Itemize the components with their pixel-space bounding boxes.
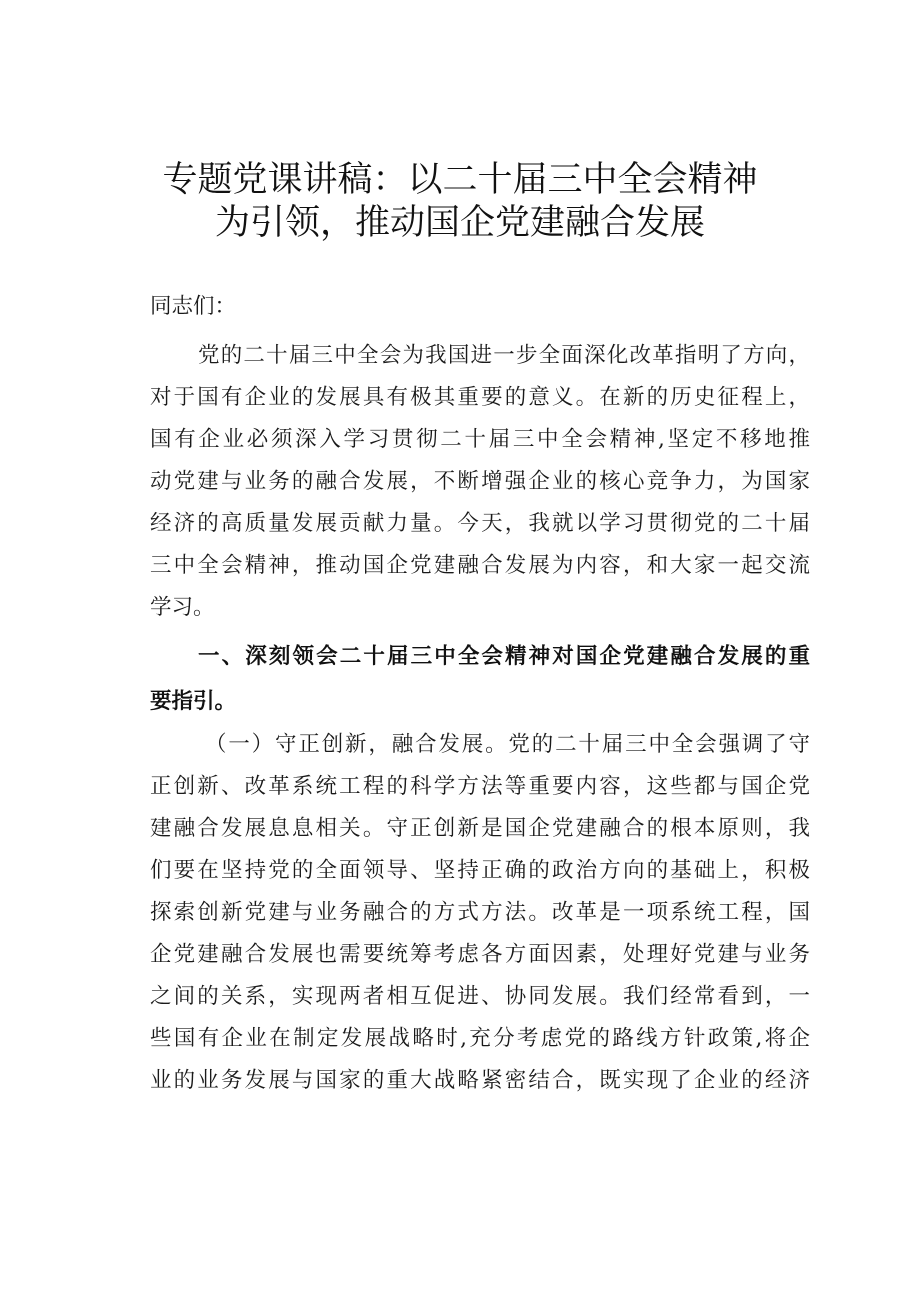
intro-line: 国有企业必须深入学习贯彻二十届三中全会精神,坚定不移地推 [150, 427, 810, 452]
subsection-line: 业的业务发展与国家的重大战略紧密结合，既实现了企业的经济 [150, 1068, 810, 1093]
section-heading-line: 要指引。 [150, 689, 237, 714]
subsection-line: 之间的关系，实现两者相互促进、协同发展。我们经常看到，一 [150, 984, 810, 1009]
intro-line: 三中全会精神，推动国企党建融合发展为内容，和大家一起交流 [150, 553, 810, 578]
intro-line: 党的二十届三中全会为我国进一步全面深化改革指明了方向， [198, 343, 810, 368]
subsection-line: 们要在坚持党的全面领导、坚持正确的政治方向的基础上，积极 [150, 858, 810, 883]
document-title-line-2: 为引领，推动国企党建融合发展 [214, 203, 705, 243]
section-heading-line: 一、深刻领会二十届三中全会精神对国企党建融合发展的重 [198, 644, 810, 669]
subsection-line: 企党建融合发展也需要统筹考虑各方面因素，处理好党建与业务 [150, 942, 810, 967]
intro-line: 经济的高质量发展贡献力量。今天，我就以学习贯彻党的二十届 [150, 511, 810, 536]
salutation: 同志们： [150, 294, 237, 319]
intro-line: 动党建与业务的融合发展，不断增强企业的核心竞争力，为国家 [150, 469, 810, 494]
subsection-line: 正创新、改革系统工程的科学方法等重要内容，这些都与国企党 [150, 774, 810, 799]
subsection-line: 建融合发展息息相关。守正创新是国企党建融合的根本原则，我 [150, 816, 810, 841]
intro-line: 对于国有企业的发展具有极其重要的意义。在新的历史征程上， [150, 385, 810, 410]
subsection-line: 些国有企业在制定发展战略时,充分考虑党的路线方针政策,将企 [150, 1026, 810, 1051]
intro-line: 学习。 [150, 595, 215, 620]
subsection-line: （一）守正创新，融合发展。党的二十届三中全会强调了守 [205, 732, 810, 757]
subsection-line: 探索创新党建与业务融合的方式方法。改革是一项系统工程，国 [150, 900, 810, 925]
document-title-line-1: 专题党课讲稿：以二十届三中全会精神 [162, 160, 758, 200]
